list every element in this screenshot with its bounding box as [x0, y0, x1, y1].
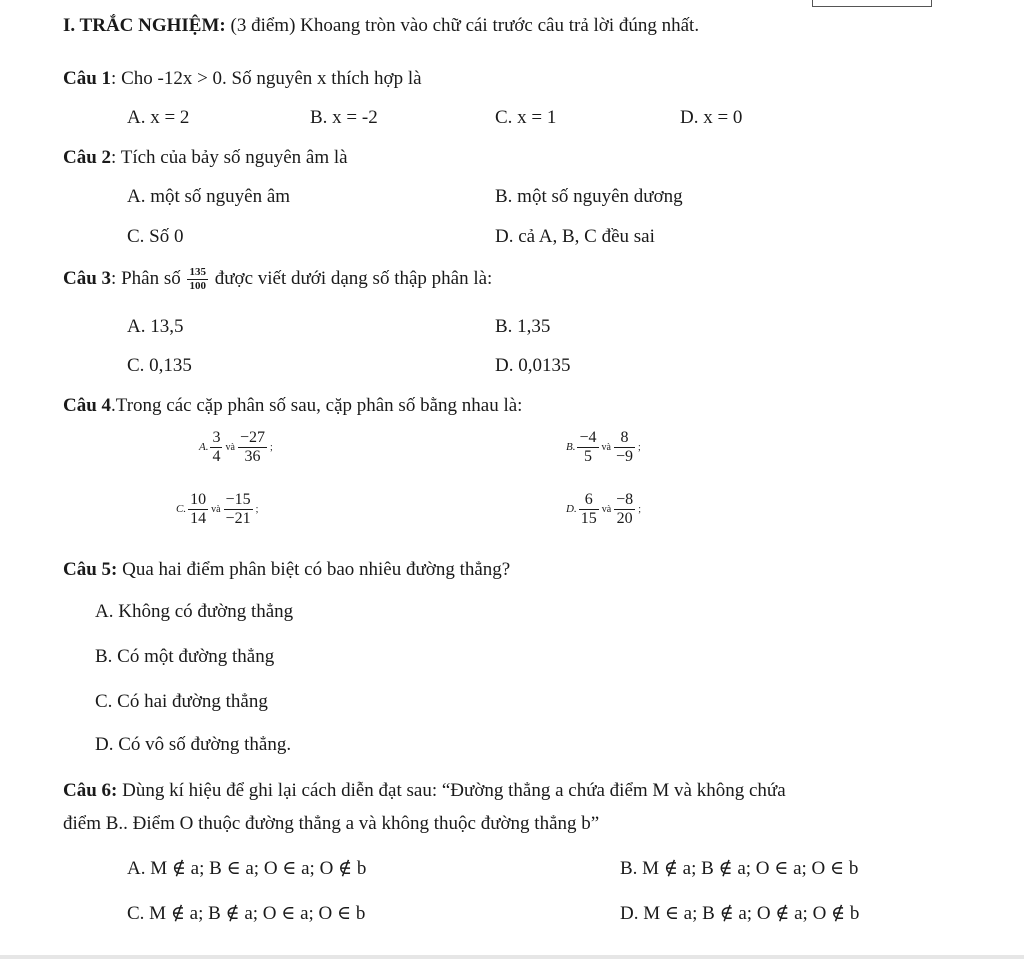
- fraction: [187, 267, 208, 292]
- question-4: [63, 394, 522, 418]
- separator: ;: [638, 441, 641, 453]
- denominator: −21: [225, 510, 251, 527]
- denominator: 15: [580, 510, 597, 527]
- q3-option-d: D. 0,0135: [495, 355, 571, 376]
- q6-option-b: B. M ∉ a; B ∉ a; O ∈ a; O ∈ b: [620, 858, 859, 879]
- numerator: 3: [212, 429, 221, 446]
- question-label: Câu 1: [63, 68, 112, 89]
- q6-option-a: A. M ∉ a; B ∈ a; O ∈ a; O ∉ b: [127, 858, 367, 879]
- question-6: [63, 779, 786, 803]
- fraction-2: [614, 430, 635, 465]
- q5-option-d: D. Có vô số đường thẳng.: [95, 734, 292, 755]
- question-3: [63, 262, 492, 296]
- separator: ;: [269, 441, 273, 453]
- q4-option-c: [176, 492, 259, 527]
- option-letter: B.: [566, 441, 576, 453]
- q4-option-b: [566, 430, 642, 465]
- question-label: Câu 6:: [63, 780, 118, 801]
- q2-option-b: B. một số nguyên dương: [495, 186, 683, 207]
- fraction-1: [577, 430, 598, 465]
- numerator: −15: [225, 491, 251, 508]
- and-word: và: [211, 503, 221, 515]
- option-letter: A.: [199, 441, 209, 453]
- denominator: 14: [190, 510, 207, 527]
- and-word: và: [601, 503, 612, 515]
- denominator: 4: [212, 448, 221, 465]
- fraction-2: [238, 430, 267, 465]
- numerator: 8: [614, 430, 635, 448]
- option-letter: C.: [176, 503, 187, 515]
- denominator: −9: [615, 448, 633, 465]
- question-text: : Phân số: [111, 268, 181, 289]
- option-letter: D.: [566, 503, 577, 515]
- q2-option-c: C. Số 0: [127, 226, 184, 247]
- q1-option-c: C. x = 1: [495, 107, 557, 128]
- question-2: [63, 146, 348, 170]
- q3-option-a: A. 13,5: [127, 316, 184, 337]
- numerator: −27: [239, 429, 265, 446]
- question-6-continued: điểm B.. Điểm O thuộc đường thẳng a và không thuộc đường thẳng b”: [63, 813, 600, 834]
- question-label: Câu 3: [63, 268, 112, 289]
- q4-option-a: [199, 430, 274, 465]
- fraction-1: [210, 430, 222, 465]
- numerator: 6: [579, 492, 599, 510]
- question-text: : Cho -12x > 0. Số nguyên x thích hợp là: [111, 68, 422, 89]
- q6-option-d: D. M ∈ a; B ∉ a; O ∉ a; O ∉ b: [620, 903, 860, 924]
- q3-option-c: C. 0,135: [127, 355, 192, 376]
- section-title: I. TRẮC NGHIỆM:: [63, 15, 226, 36]
- section-header: [63, 14, 699, 38]
- question-label: Câu 2: [63, 147, 112, 168]
- question-text: Qua hai điểm phân biệt có bao nhiêu đường thẳng?: [117, 559, 511, 580]
- q2-option-a: A. một số nguyên âm: [127, 186, 291, 207]
- numerator: −8: [616, 491, 634, 508]
- and-word: và: [225, 441, 235, 453]
- question-5: [63, 558, 510, 582]
- denominator: 36: [244, 448, 261, 465]
- and-word: và: [601, 441, 611, 453]
- q5-option-a: A. Không có đường thẳng: [95, 601, 294, 622]
- denominator: 5: [584, 448, 592, 465]
- q1-option-d: D. x = 0: [680, 107, 743, 128]
- question-text: .Trong các cặp phân số sau, cặp phân số bằng nhau là:: [111, 395, 523, 416]
- section-instruction: (3 điểm) Khoang tròn vào chữ cái trước câu trả lời đúng nhất.: [230, 15, 700, 36]
- q1-option-b: B. x = -2: [310, 107, 378, 128]
- q4-option-d: [566, 492, 642, 527]
- separator: ;: [638, 503, 641, 515]
- q3-option-b: B. 1,35: [495, 316, 551, 337]
- fraction-1: [579, 492, 599, 527]
- fraction-2: [614, 492, 635, 527]
- q5-option-c: C. Có hai đường thẳng: [95, 691, 268, 712]
- q1-option-a: A. x = 2: [127, 107, 190, 128]
- page-bottom-divider: [0, 955, 1024, 959]
- question-label: Câu 5:: [63, 559, 118, 580]
- numerator: 10: [190, 491, 207, 508]
- fraction-2: [224, 492, 253, 527]
- numerator: −4: [579, 429, 597, 446]
- q5-option-b: B. Có một đường thẳng: [95, 646, 275, 667]
- score-box: [812, 0, 932, 7]
- question-text: Dùng kí hiệu để ghi lại cách diễn đạt sau: “Đường thẳng a chứa điểm M và không chứa: [117, 780, 786, 801]
- fraction-denominator: 100: [189, 280, 206, 293]
- fraction-1: [188, 492, 208, 527]
- question-text: : Tích của bảy số nguyên âm là: [111, 147, 348, 168]
- question-text-continued: được viết dưới dạng số thập phân là:: [214, 268, 493, 289]
- question-label: Câu 4: [63, 395, 112, 416]
- q6-option-c: C. M ∉ a; B ∉ a; O ∈ a; O ∈ b: [127, 903, 366, 924]
- separator: ;: [255, 503, 259, 515]
- denominator: 20: [616, 510, 633, 527]
- fraction-numerator: 135: [189, 266, 206, 279]
- q2-option-d: D. cả A, B, C đều sai: [495, 226, 655, 247]
- question-1: [63, 67, 422, 91]
